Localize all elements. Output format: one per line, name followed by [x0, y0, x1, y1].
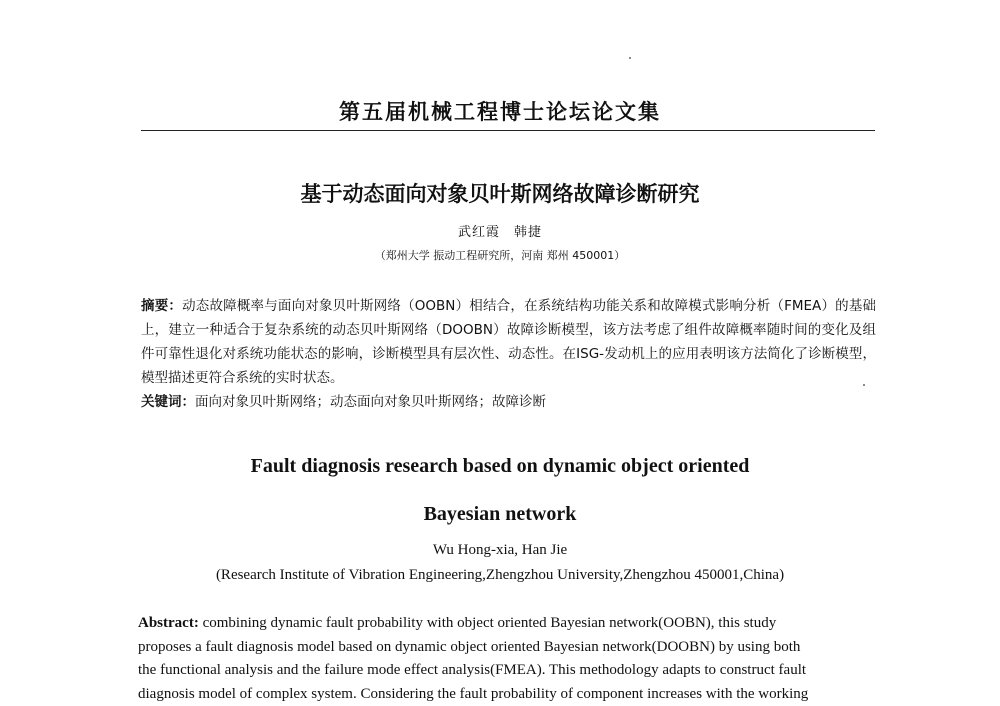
en-abstract-line: [138, 612, 876, 636]
cn-keywords: [141, 390, 876, 414]
cn-abstract-label: 摘要：: [141, 298, 183, 314]
en-authors: Wu Hong-xia, Han Jie: [432, 542, 568, 558]
header-rule: [141, 130, 875, 131]
cn-abstract-text: 动态故障概率与面向对象贝叶斯网络（OOBN）相结合，在系统结构功能关系和故障模式影响分析（FMEA）的基础上，建立一种适合于复杂系统的动态贝叶斯网络（DOOBN）故障诊断模型，该方法考虑了组件故障概率随时间的变化及组件可靠性退化对系统功能状态的影响，诊断模型具有层次性、动态性。在ISG-发动机上的应用表明该方法简化了诊断模型，模型描述更符合系统的实时状态。: [141, 298, 877, 386]
en-affiliation: (Research Institute of Vibration Engineering,Zhengzhou University,Zhengzhou 450001,China): [215, 567, 785, 583]
scan-speck: [629, 57, 631, 59]
cn-keywords-label: 关键词：: [141, 394, 195, 410]
en-abstract: [138, 612, 876, 706]
cn-affiliation: （郑州大学 振动工程研究所，河南 郑州 450001）: [374, 249, 626, 262]
scan-speck: [863, 384, 865, 386]
en-abstract-line: diagnosis model of complex system. Considering the fault probability of component increases with the working: [138, 685, 809, 702]
en-abstract-line: proposes a fault diagnosis model based on dynamic object oriented Bayesian network(DOOBN) by using both: [138, 638, 801, 655]
cn-abstract-block: [141, 294, 876, 414]
en-abstract-label: Abstract:: [138, 615, 199, 631]
en-abstract-line: the functional analysis and the failure mode effect analysis(FMEA). This methodology adapts to construct fault: [138, 662, 807, 678]
en-title-line1: Fault diagnosis research based on dynamic object oriented: [250, 455, 750, 477]
cn-keywords-text: 面向对象贝叶斯网络；动态面向对象贝叶斯网络；故障诊断: [195, 394, 546, 410]
cn-abstract: [141, 294, 876, 390]
running-title: 第五届机械工程博士论坛论文集: [339, 99, 661, 124]
cn-paper-title: 基于动态面向对象贝叶斯网络故障诊断研究: [300, 182, 700, 206]
cn-authors: 武红霞 韩捷: [457, 225, 542, 240]
en-title-line2: Bayesian network: [423, 503, 577, 525]
en-abstract-line-text: combining dynamic fault probability with object oriented Bayesian network(OOBN), this study: [198, 615, 777, 631]
